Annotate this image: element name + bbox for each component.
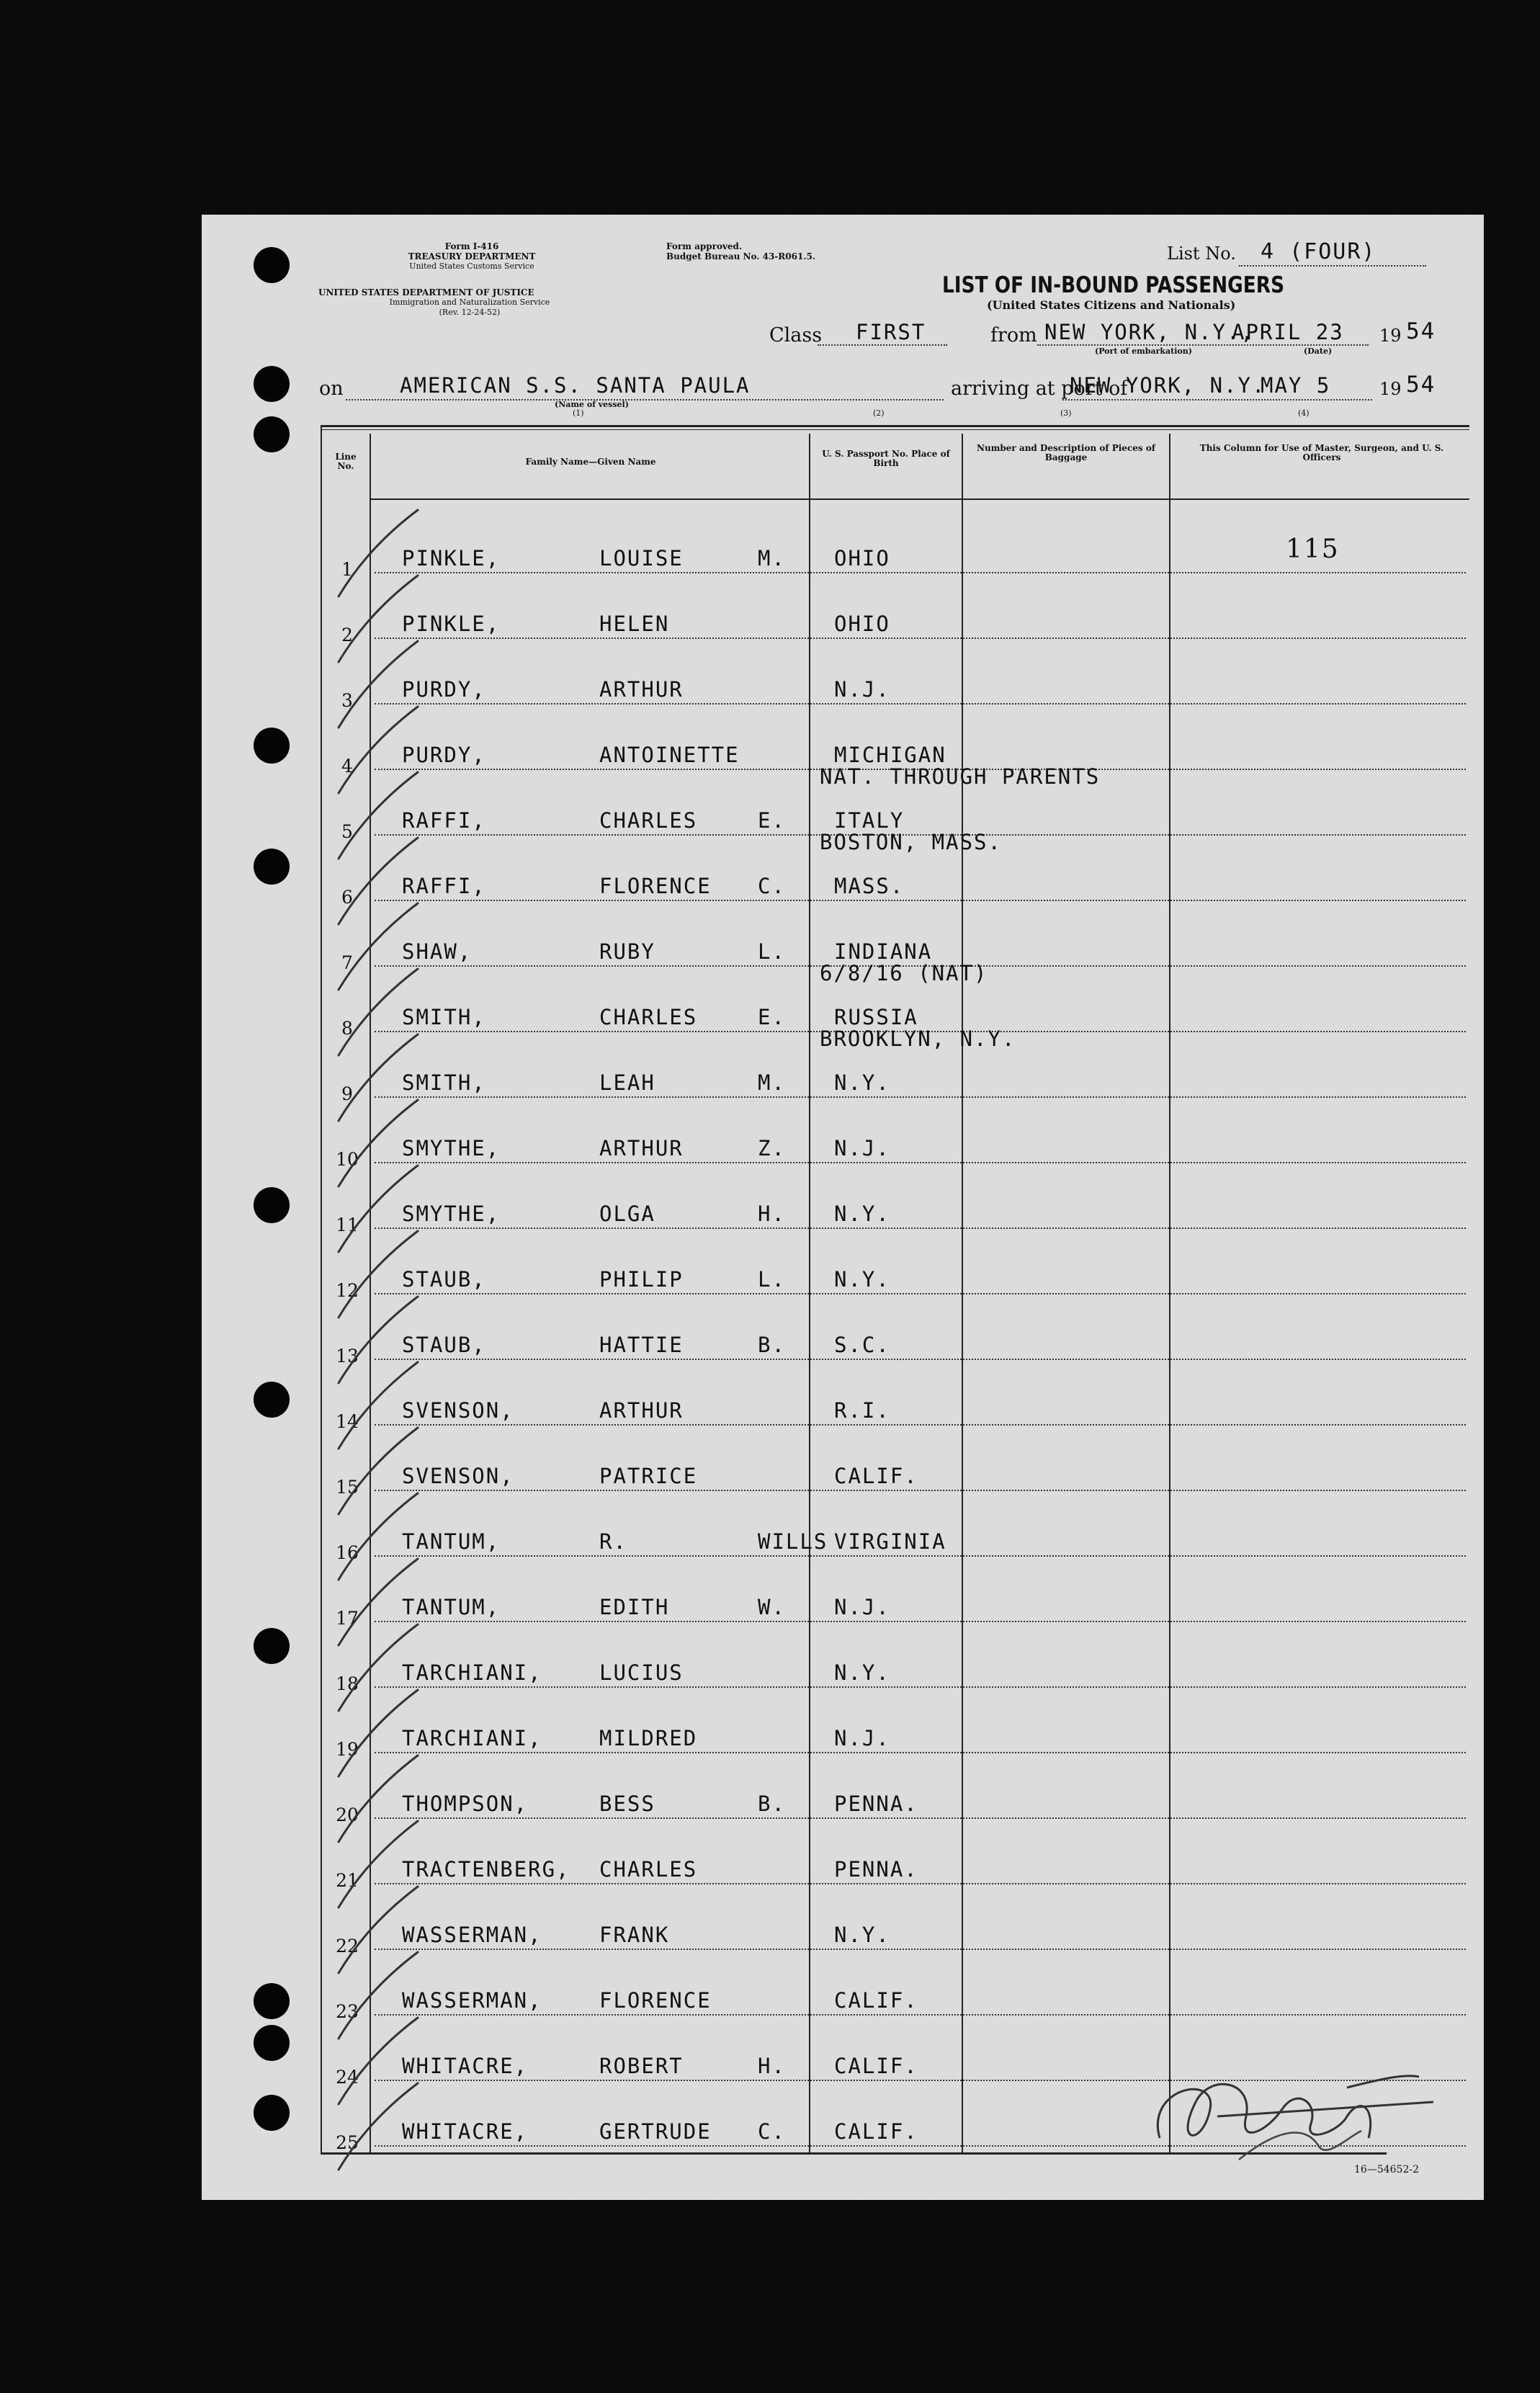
- place-of-birth: PENNA.: [834, 1857, 918, 1882]
- place-of-birth: N.J.: [834, 1595, 890, 1619]
- given-name: ROBERT: [599, 2054, 684, 2078]
- middle-initial: M.: [758, 546, 786, 571]
- line-number: 16: [336, 1542, 359, 1563]
- family-name: TRACTENBERG,: [402, 1857, 570, 1882]
- arrival-port: NEW YORK, N.Y.: [1070, 373, 1266, 398]
- given-name: CHARLES: [599, 1857, 698, 1882]
- line-number: 7: [341, 952, 353, 973]
- arriving-label: arriving at port of: [951, 377, 1128, 400]
- family-name: TANTUM,: [402, 1529, 501, 1554]
- form-number: Form I-416: [444, 241, 499, 251]
- given-name: OLGA: [599, 1202, 655, 1226]
- line-number: 5: [341, 821, 353, 842]
- middle-initial: C.: [758, 874, 786, 898]
- line-number: 10: [336, 1149, 359, 1170]
- given-name: LUCIUS: [599, 1660, 684, 1685]
- middle-initial: L.: [758, 1267, 786, 1292]
- year-arrival: 54: [1406, 372, 1436, 398]
- place-of-birth: CALIF.: [834, 1988, 918, 2013]
- from-port: NEW YORK, N.Y.,: [1044, 320, 1255, 344]
- from-date: APRIL 23: [1232, 320, 1344, 344]
- family-name: SVENSON,: [402, 1464, 514, 1488]
- line-number: 3: [341, 690, 353, 711]
- family-name: TARCHIANI,: [402, 1660, 542, 1685]
- col3-caption: (3): [1060, 408, 1072, 418]
- place-of-birth: OHIO: [834, 612, 890, 636]
- given-name: FLORENCE: [599, 1988, 712, 2013]
- naturalization-note: BOSTON, MASS.: [820, 830, 1002, 854]
- given-name: PATRICE: [599, 1464, 698, 1488]
- place-of-birth: CALIF.: [834, 1464, 918, 1488]
- on-label: on: [319, 377, 344, 400]
- year-from: 54: [1406, 318, 1436, 344]
- family-name: WHITACRE,: [402, 2054, 529, 2078]
- line-number: 23: [336, 2001, 359, 2022]
- vessel-name: AMERICAN S.S. SANTA PAULA: [400, 373, 751, 398]
- arrival-date: MAY 5: [1261, 373, 1331, 398]
- year-prefix-arrival: 19: [1379, 379, 1402, 399]
- middle-initial: WILLS: [758, 1529, 828, 1554]
- line-number: 8: [341, 1018, 353, 1039]
- family-name: WASSERMAN,: [402, 1988, 542, 2013]
- middle-initial: B.: [758, 1333, 786, 1357]
- family-name: TARCHIANI,: [402, 1726, 542, 1750]
- justice-label: UNITED STATES DEPARTMENT OF JUSTICE: [318, 287, 534, 298]
- line-number: 13: [336, 1346, 359, 1367]
- place-of-birth: MASS.: [834, 874, 905, 898]
- customs-label: United States Customs Service: [409, 261, 534, 271]
- list-no-value: 4 (FOUR): [1261, 239, 1376, 264]
- given-name: HATTIE: [599, 1333, 684, 1357]
- middle-initial: B.: [758, 1792, 786, 1816]
- class-value: FIRST: [856, 320, 926, 344]
- middle-initial: H.: [758, 1202, 786, 1226]
- col-header-baggage: Number and Description of Pieces of Baggage: [977, 443, 1155, 462]
- place-of-birth: N.Y.: [834, 1923, 890, 1947]
- place-of-birth: RUSSIA: [834, 1005, 918, 1029]
- given-name: R.: [599, 1529, 627, 1554]
- family-name: TANTUM,: [402, 1595, 501, 1619]
- line-number: 4: [341, 756, 353, 777]
- officer-annotation: 115: [1286, 534, 1340, 564]
- port-caption: (Port of embarkation): [1095, 346, 1192, 356]
- family-name: RAFFI,: [402, 808, 486, 833]
- budget-bureau: Budget Bureau No. 43-R061.5.: [666, 251, 816, 261]
- col-header-line: Line No.: [335, 452, 357, 471]
- line-number: 18: [336, 1673, 359, 1694]
- from-label: from: [990, 324, 1037, 346]
- page-title: LIST OF IN-BOUND PASSENGERS: [942, 272, 1285, 298]
- place-of-birth: OHIO: [834, 546, 890, 571]
- given-name: CHARLES: [599, 1005, 698, 1029]
- family-name: THOMPSON,: [402, 1792, 529, 1816]
- place-of-birth: S.C.: [834, 1333, 890, 1357]
- place-of-birth: N.Y.: [834, 1202, 890, 1226]
- print-code: 16—54652-2: [1354, 2164, 1419, 2175]
- family-name: SVENSON,: [402, 1398, 514, 1423]
- given-name: GERTRUDE: [599, 2119, 712, 2144]
- list-no-label: List No.: [1167, 243, 1236, 264]
- place-of-birth: PENNA.: [834, 1792, 918, 1816]
- handwritten-check-marks: [202, 215, 1484, 2200]
- given-name: EDITH: [599, 1595, 670, 1619]
- col-header-officers: This Column for Use of Master, Surgeon, and U. S. Officers: [1199, 443, 1444, 462]
- middle-initial: W.: [758, 1595, 786, 1619]
- place-of-birth: N.Y.: [834, 1267, 890, 1292]
- passenger-manifest-page: [202, 215, 1484, 2200]
- naturalization-note: 6/8/16 (NAT): [820, 961, 988, 985]
- place-of-birth: N.J.: [834, 1136, 890, 1160]
- family-name: WHITACRE,: [402, 2119, 529, 2144]
- line-number: 21: [336, 1870, 359, 1891]
- middle-initial: C.: [758, 2119, 786, 2144]
- family-name: PURDY,: [402, 743, 486, 767]
- place-of-birth: N.J.: [834, 1726, 890, 1750]
- line-number: 24: [336, 2067, 359, 2088]
- line-number: 22: [336, 1936, 359, 1956]
- ins-label: Immigration and Naturalization Service: [389, 298, 550, 307]
- treasury-label: TREASURY DEPARTMENT: [408, 251, 536, 261]
- given-name: PHILIP: [599, 1267, 684, 1292]
- place-of-birth: N.J.: [834, 677, 890, 702]
- place-of-birth: N.Y.: [834, 1070, 890, 1095]
- place-of-birth: CALIF.: [834, 2054, 918, 2078]
- family-name: SMITH,: [402, 1005, 486, 1029]
- place-of-birth: N.Y.: [834, 1660, 890, 1685]
- family-name: PURDY,: [402, 677, 486, 702]
- middle-initial: Z.: [758, 1136, 786, 1160]
- naturalization-note: BROOKLYN, N.Y.: [820, 1026, 1016, 1051]
- family-name: STAUB,: [402, 1333, 486, 1357]
- class-label: Class: [769, 324, 823, 346]
- place-of-birth: INDIANA: [834, 939, 933, 964]
- given-name: HELEN: [599, 612, 670, 636]
- line-number: 17: [336, 1608, 359, 1629]
- line-number: 11: [336, 1215, 359, 1235]
- family-name: SMITH,: [402, 1070, 486, 1095]
- given-name: BESS: [599, 1792, 655, 1816]
- vessel-caption: (Name of vessel): [555, 400, 629, 409]
- given-name: ANTOINETTE: [599, 743, 740, 767]
- family-name: SHAW,: [402, 939, 473, 964]
- col4-caption: (4): [1298, 408, 1310, 418]
- middle-initial: L.: [758, 939, 786, 964]
- middle-initial: E.: [758, 808, 786, 833]
- date-caption: (Date): [1304, 346, 1333, 356]
- given-name: ARTHUR: [599, 1136, 684, 1160]
- line-number: 19: [336, 1739, 359, 1760]
- col-header-name: Family Name—Given Name: [525, 457, 656, 467]
- family-name: SMYTHE,: [402, 1136, 501, 1160]
- naturalization-note: NAT. THROUGH PARENTS: [820, 764, 1101, 789]
- line-number: 20: [336, 1804, 359, 1825]
- family-name: SMYTHE,: [402, 1202, 501, 1226]
- line-number: 1: [341, 559, 353, 580]
- line-number: 15: [336, 1477, 359, 1498]
- given-name: ARTHUR: [599, 677, 684, 702]
- family-name: STAUB,: [402, 1267, 486, 1292]
- given-name: ARTHUR: [599, 1398, 684, 1423]
- given-name: RUBY: [599, 939, 655, 964]
- family-name: WASSERMAN,: [402, 1923, 542, 1947]
- line-number: 14: [336, 1411, 359, 1432]
- family-name: RAFFI,: [402, 874, 486, 898]
- given-name: LEAH: [599, 1070, 655, 1095]
- line-number: 25: [336, 2132, 359, 2153]
- place-of-birth: R.I.: [834, 1398, 890, 1423]
- given-name: MILDRED: [599, 1726, 698, 1750]
- family-name: PINKLE,: [402, 612, 501, 636]
- check-mark: [339, 2083, 418, 2170]
- col2-caption: (2): [873, 408, 885, 418]
- form-approved: Form approved.: [666, 241, 743, 251]
- given-name: FLORENCE: [599, 874, 712, 898]
- year-prefix: 19: [1379, 326, 1402, 346]
- line-number: 9: [341, 1083, 353, 1104]
- middle-initial: E.: [758, 1005, 786, 1029]
- line-number: 2: [341, 625, 353, 645]
- place-of-birth: VIRGINIA: [834, 1529, 946, 1554]
- col1-caption: (1): [573, 408, 584, 418]
- place-of-birth: CALIF.: [834, 2119, 918, 2144]
- given-name: LOUISE: [599, 546, 684, 571]
- page-subtitle: (United States Citizens and Nationals): [987, 298, 1236, 312]
- family-name: PINKLE,: [402, 546, 501, 571]
- rev-label: (Rev. 12-24-52): [439, 308, 501, 317]
- officer-signature: [1131, 2059, 1433, 2167]
- middle-initial: H.: [758, 2054, 786, 2078]
- place-of-birth: ITALY: [834, 808, 905, 833]
- middle-initial: M.: [758, 1070, 786, 1095]
- given-name: CHARLES: [599, 808, 698, 833]
- given-name: FRANK: [599, 1923, 670, 1947]
- line-number: 6: [341, 887, 353, 908]
- col-header-passport: U. S. Passport No. Place of Birth: [822, 449, 950, 468]
- place-of-birth: MICHIGAN: [834, 743, 946, 767]
- line-number: 12: [336, 1280, 359, 1301]
